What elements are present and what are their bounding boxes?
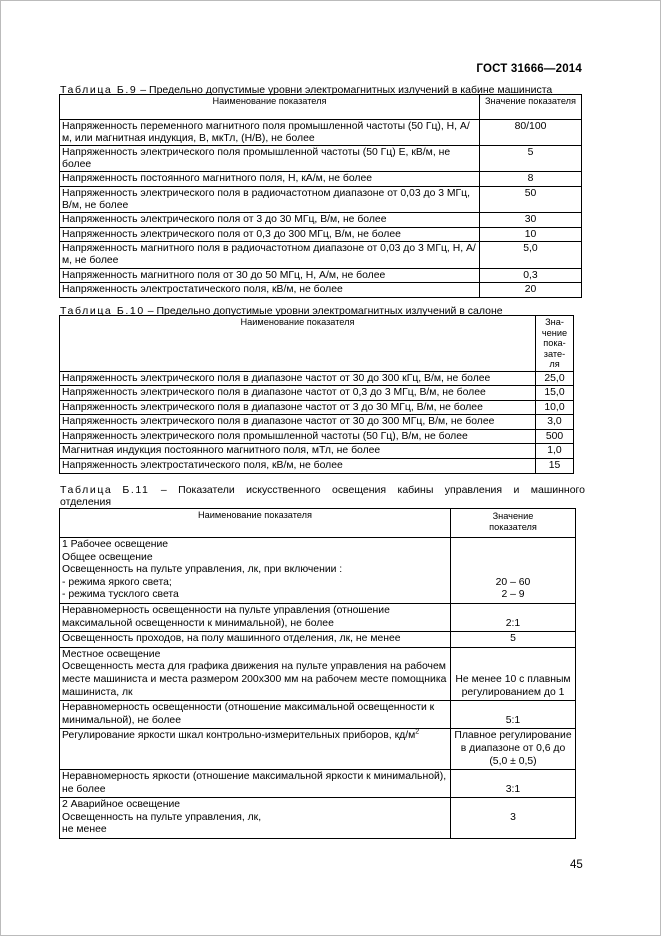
row-name-cell <box>60 459 536 474</box>
table-row <box>60 415 574 430</box>
table-b10-label: Таблица Б.10 <box>60 305 145 317</box>
table-row <box>60 701 576 729</box>
column-header-value: Значение показателя <box>480 95 582 120</box>
row-value: Не менее 10 с плавным регулированием до 1 <box>451 647 576 700</box>
row-name: Напряженность магнитного поля от 30 до 50 МГц, Н, А/м, не более <box>62 269 386 281</box>
row-value: 15,0 <box>536 386 574 401</box>
table-row <box>60 186 582 212</box>
table-row <box>60 283 582 298</box>
row-name: Напряженность электрического поля в диапазоне частот от 3 до 30 МГц, В/м, не более <box>62 401 483 413</box>
table-row <box>60 120 582 146</box>
row-name: 2 Аварийное освещение Освещенность на пульте управления, лк, не менее <box>62 799 262 836</box>
row-value: Плавное регулирование в диапазоне от 0,6 до (5,0 ± 0,5) <box>451 729 576 770</box>
row-name: Напряженность переменного магнитного поля промышленной частоты (50 Гц), Н, А/м, или магнитная индукция, В, мкТл, (Н/В), не более <box>62 121 470 144</box>
table-row <box>60 268 582 283</box>
row-value: 10,0 <box>536 400 574 415</box>
row-value: 500 <box>536 429 574 444</box>
table-row <box>60 603 576 631</box>
row-name-cell <box>60 268 480 283</box>
row-name: Напряженность электростатического поля, кВ/м, не более <box>62 284 343 296</box>
row-name-cell <box>60 444 536 459</box>
table-row <box>60 538 576 604</box>
row-name: Неравномерность освещенности на пульте управления (отношение максимальной освещенности к минимальной), не более <box>62 604 390 629</box>
row-name-cell <box>60 283 480 298</box>
row-name: Напряженность электростатического поля, кВ/м, не более <box>62 460 343 472</box>
row-value: 5 <box>480 146 582 172</box>
table-b10-title: – Предельно допустимые уровни электромагнитных излучений в салоне <box>144 305 503 317</box>
table-row <box>60 146 582 172</box>
row-value: 2:1 <box>451 603 576 631</box>
row-name-cell <box>60 647 451 700</box>
row-name: Напряженность электрического поля от 0,3 до 300 МГц, В/м, не более <box>62 228 401 240</box>
column-header-name: Наименование показателя <box>60 95 480 120</box>
table-row <box>60 242 582 268</box>
table-row <box>60 770 576 798</box>
row-name: Напряженность постоянного магнитного поля, Н, кА/м, не более <box>62 173 373 185</box>
table-b10 <box>59 315 574 474</box>
table-row <box>60 172 582 187</box>
row-value: 3 <box>451 798 576 839</box>
row-name: Напряженность магнитного поля в радиочастотном диапазоне от 0,03 до 3 МГц, Н, А/м, не более <box>62 243 476 266</box>
row-name: Напряженность электрического поля промышленной частоты (50 Гц) Е, кВ/м, не более <box>62 147 451 170</box>
table-row <box>60 798 576 839</box>
table-header-row <box>60 316 574 372</box>
row-value: 3,0 <box>536 415 574 430</box>
table-b9 <box>59 94 582 298</box>
row-name-cell <box>60 213 480 228</box>
table-row <box>60 227 582 242</box>
row-value: 20 – 60 2 – 9 <box>451 538 576 604</box>
table-b11-caption <box>60 484 585 508</box>
row-value: 15 <box>536 459 574 474</box>
row-value: 8 <box>480 172 582 187</box>
row-name-cell <box>60 242 480 268</box>
row-value: 80/100 <box>480 120 582 146</box>
row-value: 5:1 <box>451 701 576 729</box>
table-row <box>60 444 574 459</box>
row-name: Напряженность электрического поля в радиочастотном диапазоне от 0,03 до 3 МГц, В/м, не более <box>62 187 471 211</box>
table-b11-label: Таблица Б.11 <box>60 484 150 496</box>
row-name-cell <box>60 186 480 212</box>
table-b9-label: Таблица Б.9 <box>60 84 138 96</box>
row-value: 20 <box>480 283 582 298</box>
row-name-cell <box>60 538 451 604</box>
row-name: Местное освещение Освещенность места для графика движения на пульте управления на рабочем месте машиниста и места размером 200х300 мм на рабочем месте помощника машиниста, лк <box>62 648 447 698</box>
row-name-cell <box>60 701 451 729</box>
table-header-row <box>60 95 582 120</box>
document-code: ГОСТ 31666—2014 <box>476 63 582 75</box>
row-value: 25,0 <box>536 371 574 386</box>
row-value: 1,0 <box>536 444 574 459</box>
table-b11-body <box>60 538 576 839</box>
row-value: 0,3 <box>480 268 582 283</box>
table-row <box>60 429 574 444</box>
table-row <box>60 213 582 228</box>
row-name: Напряженность электрического поля от 3 до 30 МГц, В/м, не более <box>62 214 387 226</box>
table-header-row <box>60 509 576 538</box>
row-name-cell <box>60 632 451 648</box>
row-name: Напряженность электрического поля в диапазоне частот от 0,3 до 3 МГц, В/м, не более <box>62 387 486 399</box>
row-name-cell <box>60 227 480 242</box>
row-name-cell <box>60 371 536 386</box>
table-b11 <box>59 508 576 839</box>
row-value: 3:1 <box>451 770 576 798</box>
row-name: Регулирование яркости шкал контрольно-измерительных приборов, кд/м <box>62 730 416 742</box>
row-name: Напряженность электрического поля в диапазоне частот от 30 до 300 кГц, В/м, не более <box>62 372 491 384</box>
table-row <box>60 647 576 700</box>
row-name-cell <box>60 429 536 444</box>
column-header-name: Наименование показателя <box>60 316 536 372</box>
row-name-cell <box>60 146 480 172</box>
table-row <box>60 729 576 770</box>
row-value: 10 <box>480 227 582 242</box>
row-value: 30 <box>480 213 582 228</box>
unit-superscript: 2 <box>415 728 420 736</box>
row-name-cell <box>60 172 480 187</box>
row-name: Неравномерность яркости (отношение максимальной яркости к минимальной), не более <box>62 771 447 795</box>
column-header-name: Наименование показателя <box>60 509 451 538</box>
table-row <box>60 459 574 474</box>
row-value: 5 <box>451 632 576 648</box>
table-row <box>60 632 576 648</box>
row-name: Напряженность электрического поля в диапазоне частот от 30 до 300 МГц, В/м, не более <box>62 416 495 428</box>
table-b10-body <box>60 371 574 473</box>
table-row <box>60 386 574 401</box>
row-name-cell <box>60 386 536 401</box>
row-name-cell <box>60 798 451 839</box>
row-name: 1 Рабочее освещение Общее освещение Освещенность на пульте управления, лк, при включении : - режима яркого света; - режима тусклого света <box>62 539 343 601</box>
row-name: Освещенность проходов, на полу машинного отделения, лк, не менее <box>62 633 401 645</box>
table-row <box>60 371 574 386</box>
page-number: 45 <box>570 859 583 871</box>
row-name-cell <box>60 415 536 430</box>
row-name: Напряженность электрического поля промышленной частоты (50 Гц), В/м, не более <box>62 430 468 442</box>
row-name-cell <box>60 770 451 798</box>
row-value: 50 <box>480 186 582 212</box>
row-name: Магнитная индукция постоянного магнитного поля, мТл, не более <box>62 445 381 457</box>
row-name-cell <box>60 120 480 146</box>
table-b11-title: – Показатели искусственного освещения кабины управления и машинного отделения <box>60 484 585 508</box>
table-b9-title: – Предельно допустимые уровни электромагнитных излучений в кабине машиниста <box>137 84 553 96</box>
row-name-cell <box>60 400 536 415</box>
column-header-value: Зна- чение пока- зате- ля <box>536 316 574 372</box>
column-header-value: Значение показателя <box>451 509 576 538</box>
row-name: Неравномерность освещенности (отношение максимальной освещенности к минимальной), не более <box>62 702 435 726</box>
row-name-cell <box>60 729 451 770</box>
table-row <box>60 400 574 415</box>
row-value: 5,0 <box>480 242 582 268</box>
row-name-cell <box>60 603 451 631</box>
table-b9-body <box>60 120 582 298</box>
